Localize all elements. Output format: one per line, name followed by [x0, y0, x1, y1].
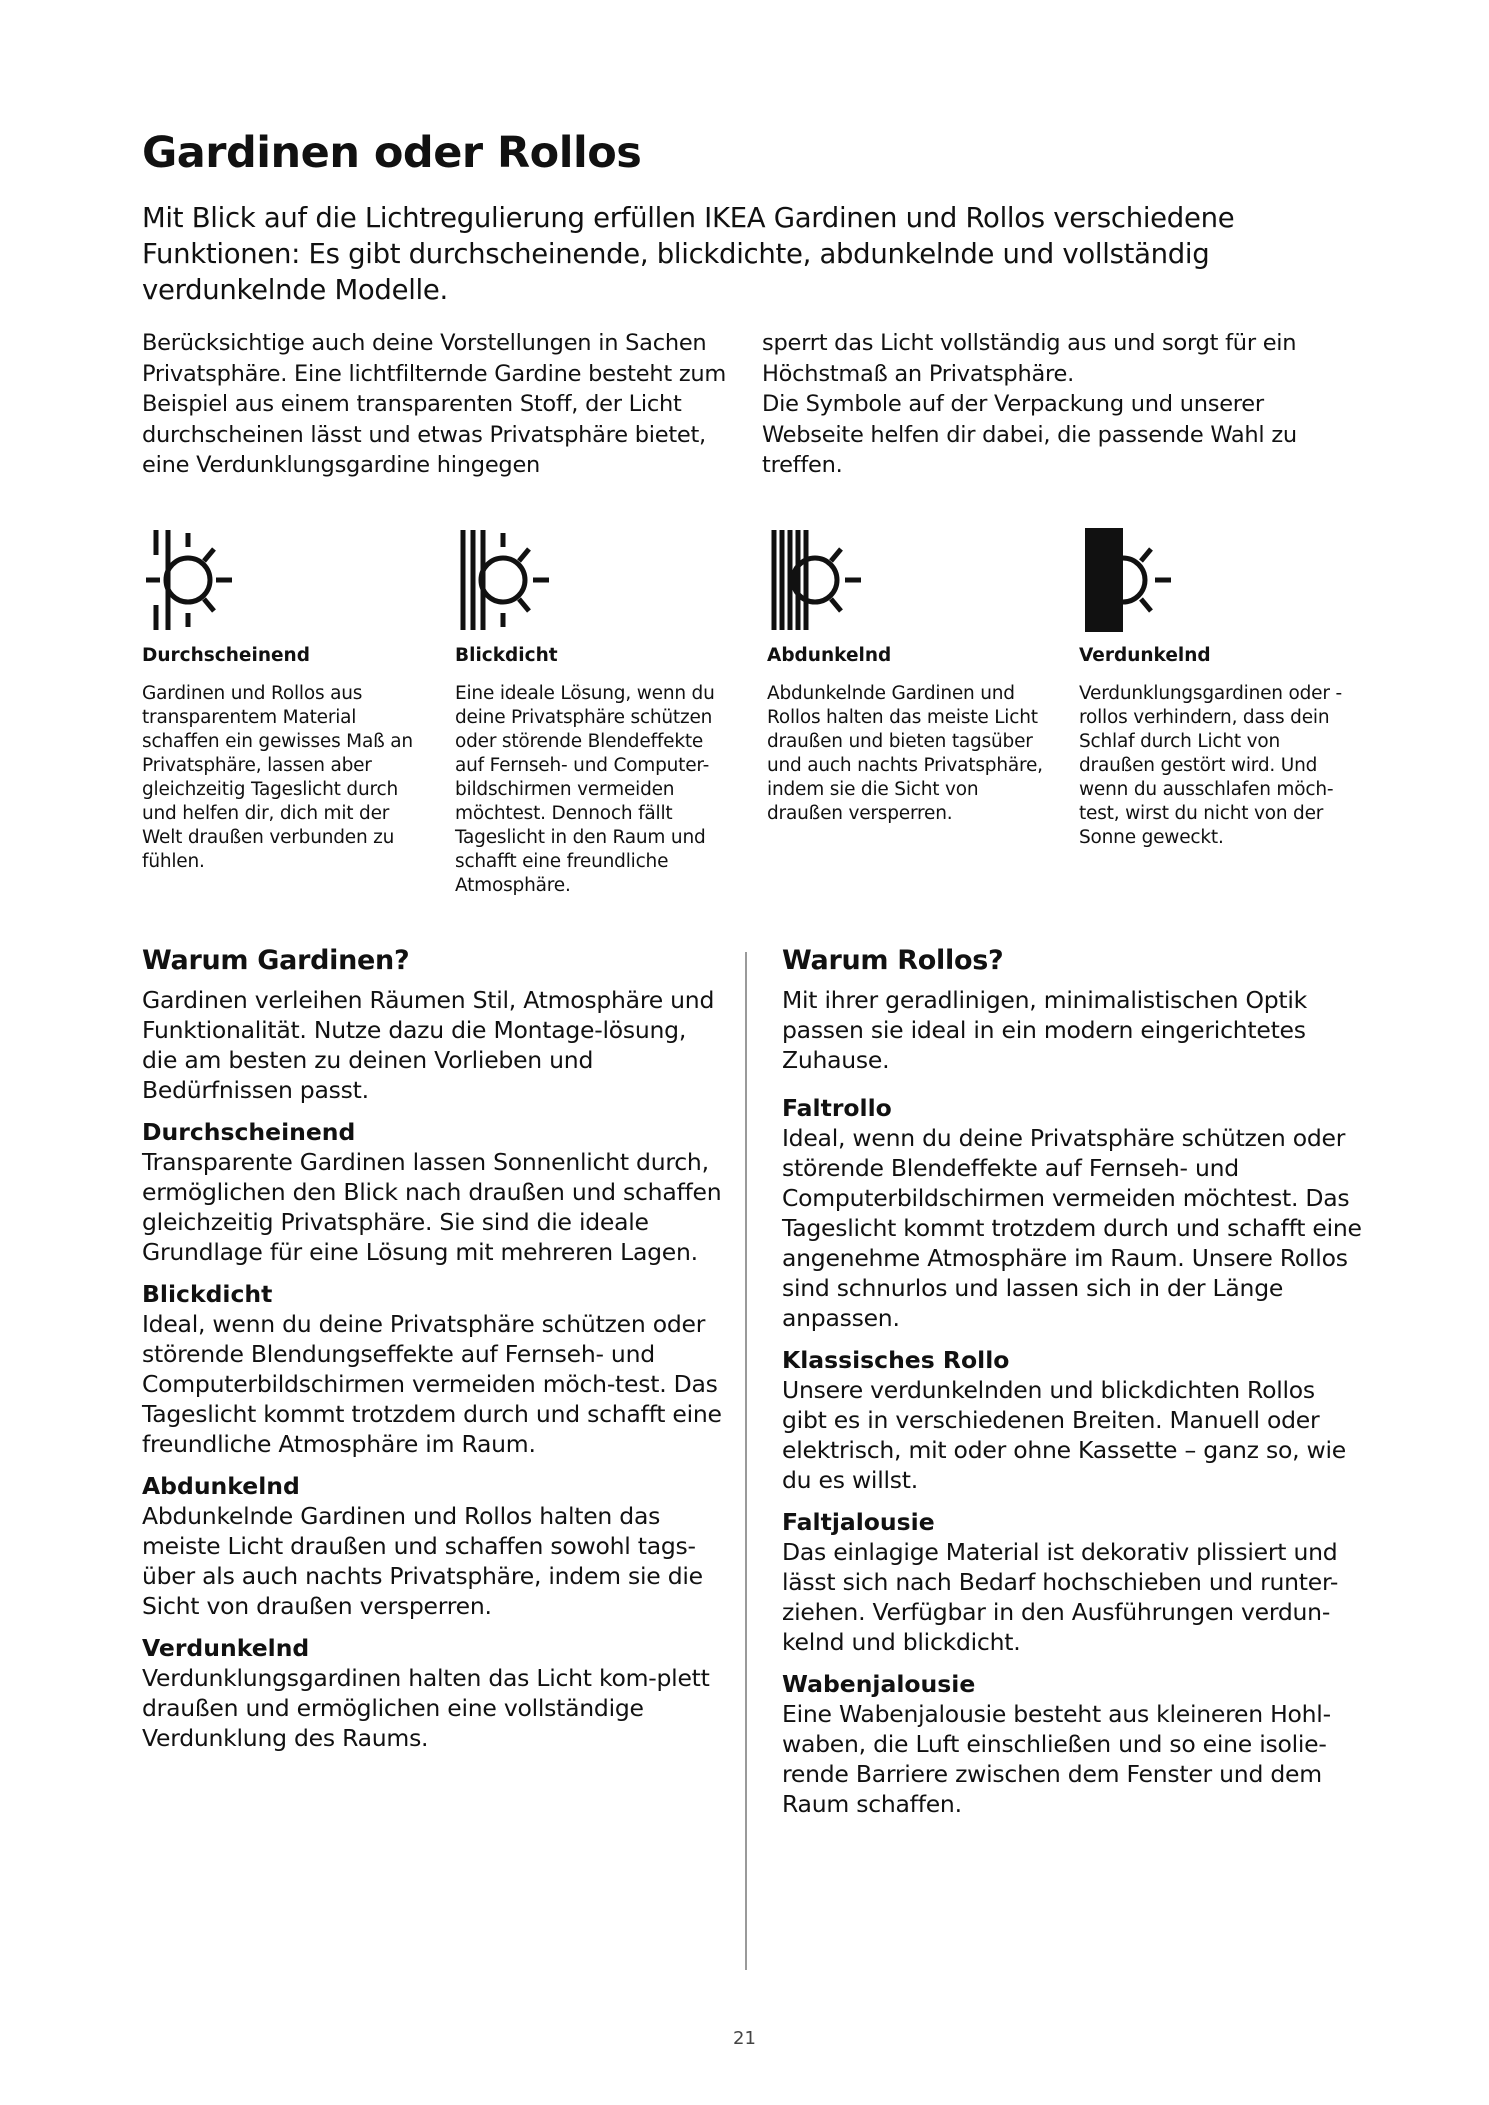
- symbol-text: Eine ideale Lösung, wenn du deine Privatsphäre schützen oder störende Blendeffekte auf Fernseh- und Computer-bildschirmen vermeiden möchtest. Dennoch fällt Tageslicht in den Raum und schafft eine freundliche Atmosphäre.: [455, 683, 715, 896]
- rollos-intro: Mit ihrer geradlinigen, minimalistischen Optik passen sie ideal in ein modern eingerichtetes Zuhause.: [782, 986, 1308, 1074]
- room-darkening-sun-icon: [1083, 525, 1193, 635]
- symbol-durchscheinend: [142, 525, 442, 872]
- rollos-section: [782, 943, 1362, 1819]
- page-number: 21: [733, 2028, 756, 2049]
- symbol-title: Verdunkelnd: [1079, 645, 1211, 666]
- symbol-title: Abdunkelnd: [767, 645, 892, 666]
- gardinen-heading-durchscheinend: Durchscheinend: [142, 1118, 356, 1146]
- rollos-text-klassisches-rollo: Unsere verdunkelnden und blickdichten Rollos gibt es in verschiedenen Breiten. Manuell oder elektrisch, mit oder ohne Kassette – ganz so, wie du es willst.: [782, 1376, 1346, 1494]
- gardinen-section: [142, 943, 722, 1753]
- symbol-verdunkelnd: [1079, 525, 1379, 848]
- symbol-text: Verdunklungsgardinen oder -rollos verhindern, dass dein Schlaf durch Licht von draußen gestört wird. Und wenn du ausschlafen möch-test, wirst du nicht von der Sonne geweckt.: [1079, 683, 1342, 848]
- gardinen-text-verdunkelnd: Verdunklungsgardinen halten das Licht kom-plett draußen und ermöglichen eine vollständige Verdunklung des Raums.: [142, 1664, 710, 1752]
- gardinen-heading-blickdicht: Blickdicht: [142, 1280, 273, 1308]
- rollos-title: Warum Rollos?: [782, 945, 1004, 976]
- symbol-blickdicht: [455, 525, 755, 896]
- rollos-heading-faltjalousie: Faltjalousie: [782, 1508, 935, 1536]
- symbol-title: Blickdicht: [455, 645, 558, 666]
- symbol-text: Abdunkelnde Gardinen und Rollos halten das meiste Licht draußen und bieten tagsüber und auch nachts Privatsphäre, indem sie die Sicht von draußen versperren.: [767, 683, 1043, 824]
- intro-text-left: Berücksichtige auch deine Vorstellungen in Sachen Privatsphäre. Eine lichtfilternde Gardine besteht zum Beispiel aus einem transparenten Stoff, der Licht durchscheinen lässt und etwas Privatsphäre bietet, eine Verdunklungsgardine hingegen: [142, 330, 727, 478]
- rollos-text-faltjalousie: Das einlagige Material ist dekorativ plissiert und lässt sich nach Bedarf hochschieben und runter-ziehen. Verfügbar in den Ausführungen verdun-kelnd und blickdicht.: [782, 1538, 1339, 1656]
- symbol-title: Durchscheinend: [142, 645, 310, 666]
- translucent-sun-icon: [146, 525, 256, 635]
- intro-text-right: sperrt das Licht vollständig aus und sorgt für ein Höchstmaß an Privatsphäre. Die Symbole auf der Verpackung und unserer Webseite helfen dir dabei, die passende Wahl zu treffen.: [762, 330, 1297, 478]
- privacy-sun-icon: [459, 525, 569, 635]
- light-reducing-sun-icon: [771, 525, 881, 635]
- gardinen-text-durchscheinend: Transparente Gardinen lassen Sonnenlicht durch, ermöglichen den Blick nach draußen und schaffen gleichzeitig Privatsphäre. Sie sind die ideale Grundlage für eine Lösung mit mehreren Lagen.: [142, 1148, 722, 1266]
- rollos-heading-faltrollo: Faltrollo: [782, 1094, 892, 1122]
- page-title: Gardinen oder Rollos: [142, 128, 642, 178]
- rollos-text-faltrollo: Ideal, wenn du deine Privatsphäre schützen oder störende Blendeffekte auf Fernseh- und Computerbildschirmen vermeiden möchtest. Das Tageslicht kommt trotzdem durch und schafft eine angenehme Atmosphäre im Raum. Unsere Rollos sind schnurlos und lassen sich in der Länge anpassen.: [782, 1124, 1362, 1332]
- rollos-heading-wabenjalousie: Wabenjalousie: [782, 1670, 976, 1698]
- gardinen-text-blickdicht: Ideal, wenn du deine Privatsphäre schützen oder störende Blendungseffekte auf Fernseh- und Computerbildschirmen vermeiden möch-test. Das Tageslicht kommt trotzdem durch und schafft eine freundliche Atmosphäre im Raum.: [142, 1310, 722, 1458]
- rollos-text-wabenjalousie: Eine Wabenjalousie besteht aus kleineren Hohl-waben, die Luft einschließen und so eine isolie-rende Barriere zwischen dem Fenster und dem Raum schaffen.: [782, 1700, 1331, 1818]
- symbol-text: Gardinen und Rollos aus transparentem Material schaffen ein gewisses Maß an Privatsphäre, lassen aber gleichzeitig Tageslicht durch und helfen dir, dich mit der Welt draußen verbunden zu fühlen.: [142, 683, 413, 872]
- gardinen-text-abdunkelnd: Abdunkelnde Gardinen und Rollos halten das meiste Licht draußen und schaffen sowohl tags-über als auch nachts Privatsphäre, indem sie die Sicht von draußen versperren.: [142, 1502, 703, 1620]
- lead-paragraph: Mit Blick auf die Lichtregulierung erfüllen IKEA Gardinen und Rollos verschiedene Funktionen: Es gibt durchscheinende, blickdichte, abdunkelnde und vollständig verdunkelnde Modelle.: [142, 202, 1235, 306]
- rollos-heading-klassisches-rollo: Klassisches Rollo: [782, 1346, 1010, 1374]
- gardinen-intro: Gardinen verleihen Räumen Stil, Atmosphäre und Funktionalität. Nutze dazu die Montage-lösung, die am besten zu deinen Vorlieben und Bedürfnissen passt.: [142, 986, 715, 1104]
- symbol-abdunkelnd: [767, 525, 1067, 824]
- gardinen-heading-verdunkelnd: Verdunkelnd: [142, 1634, 310, 1662]
- gardinen-heading-abdunkelnd: Abdunkelnd: [142, 1472, 300, 1500]
- gardinen-title: Warum Gardinen?: [142, 945, 410, 976]
- column-divider: [745, 952, 747, 1970]
